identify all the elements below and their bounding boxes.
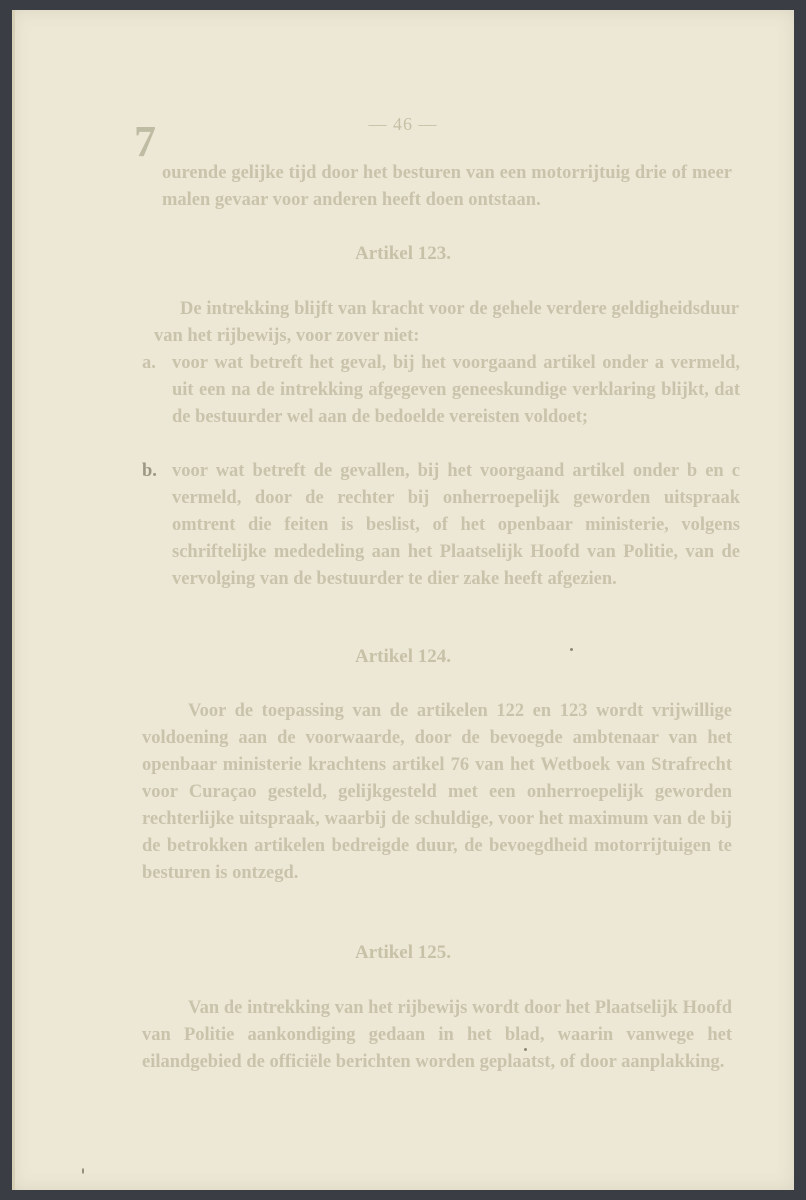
list-marker-b: b.: [142, 461, 157, 481]
heading-artikel-125: Artikel 125.: [354, 942, 452, 963]
list-marker-a: a.: [142, 353, 156, 373]
page-edge: [12, 10, 15, 1190]
list-text-a: voor wat betreft het geval, bij het voorgaand artikel onder a vermeld, uit een na de intrekking afgegeven geneeskundige verklaring blijkt, dat de bestuurder wel aan de bedoelde vereisten voldoet;: [172, 353, 740, 427]
heading-artikel-124: Artikel 124.: [354, 646, 452, 667]
paper-speck: [570, 648, 573, 651]
intro-paragraph: ourende gelijke tijd door het besturen van een motorrijtuig drie of meer malen gevaar voor anderen heeft doen ontstaan.: [162, 163, 732, 210]
margin-mark: 7: [134, 117, 156, 166]
heading-artikel-123: Artikel 123.: [354, 243, 452, 264]
paper-speck: [82, 1168, 84, 1174]
paper-speck: [524, 1048, 527, 1051]
document-page: [12, 10, 794, 1190]
art125-paragraph: Van de intrekking van het rijbewijs wordt door het Plaatselijk Hoofd van Politie aankondiging gedaan in het blad, waarin vanwege het eilandgebied de officiële berichten worden geplaatst, of door aanplakking.: [142, 998, 732, 1072]
art123-item-a: [142, 350, 740, 431]
art123-intro: De intrekking blijft van kracht voor de gehele verdere geldigheidsduur van het rijbewijs, voor zover niet:: [154, 299, 739, 346]
page-number: — 46 —: [368, 114, 438, 134]
art124-paragraph: Voor de toepassing van de artikelen 122 en 123 wordt vrijwillige voldoening aan de voorwaarde, door de bevoegde ambtenaar van het openbaar ministerie krachtens artikel 76 van het Wetboek van Strafrecht voor Curaçao gesteld, gelijkgesteld met een onherroepelijk geworden rechterlijke uitspraak, waarbij de schuldige, voor het maximum van de bij de betrokken artikelen bedreigde duur, de bevoegdheid motorrijtuigen te besturen is ontzegd.: [142, 701, 732, 883]
art123-item-b: [142, 458, 740, 593]
list-text-b: voor wat betreft de gevallen, bij het voorgaand artikel onder b en c vermeld, door de rechter bij onherroepelijk geworden uitspraak omtrent die feiten is beslist, of het openbaar ministerie, volgens schriftelijke mededeling aan het Plaatselijk Hoofd van Politie, van de vervolging van de bestuurder te dier zake heeft afgezien.: [172, 461, 740, 589]
